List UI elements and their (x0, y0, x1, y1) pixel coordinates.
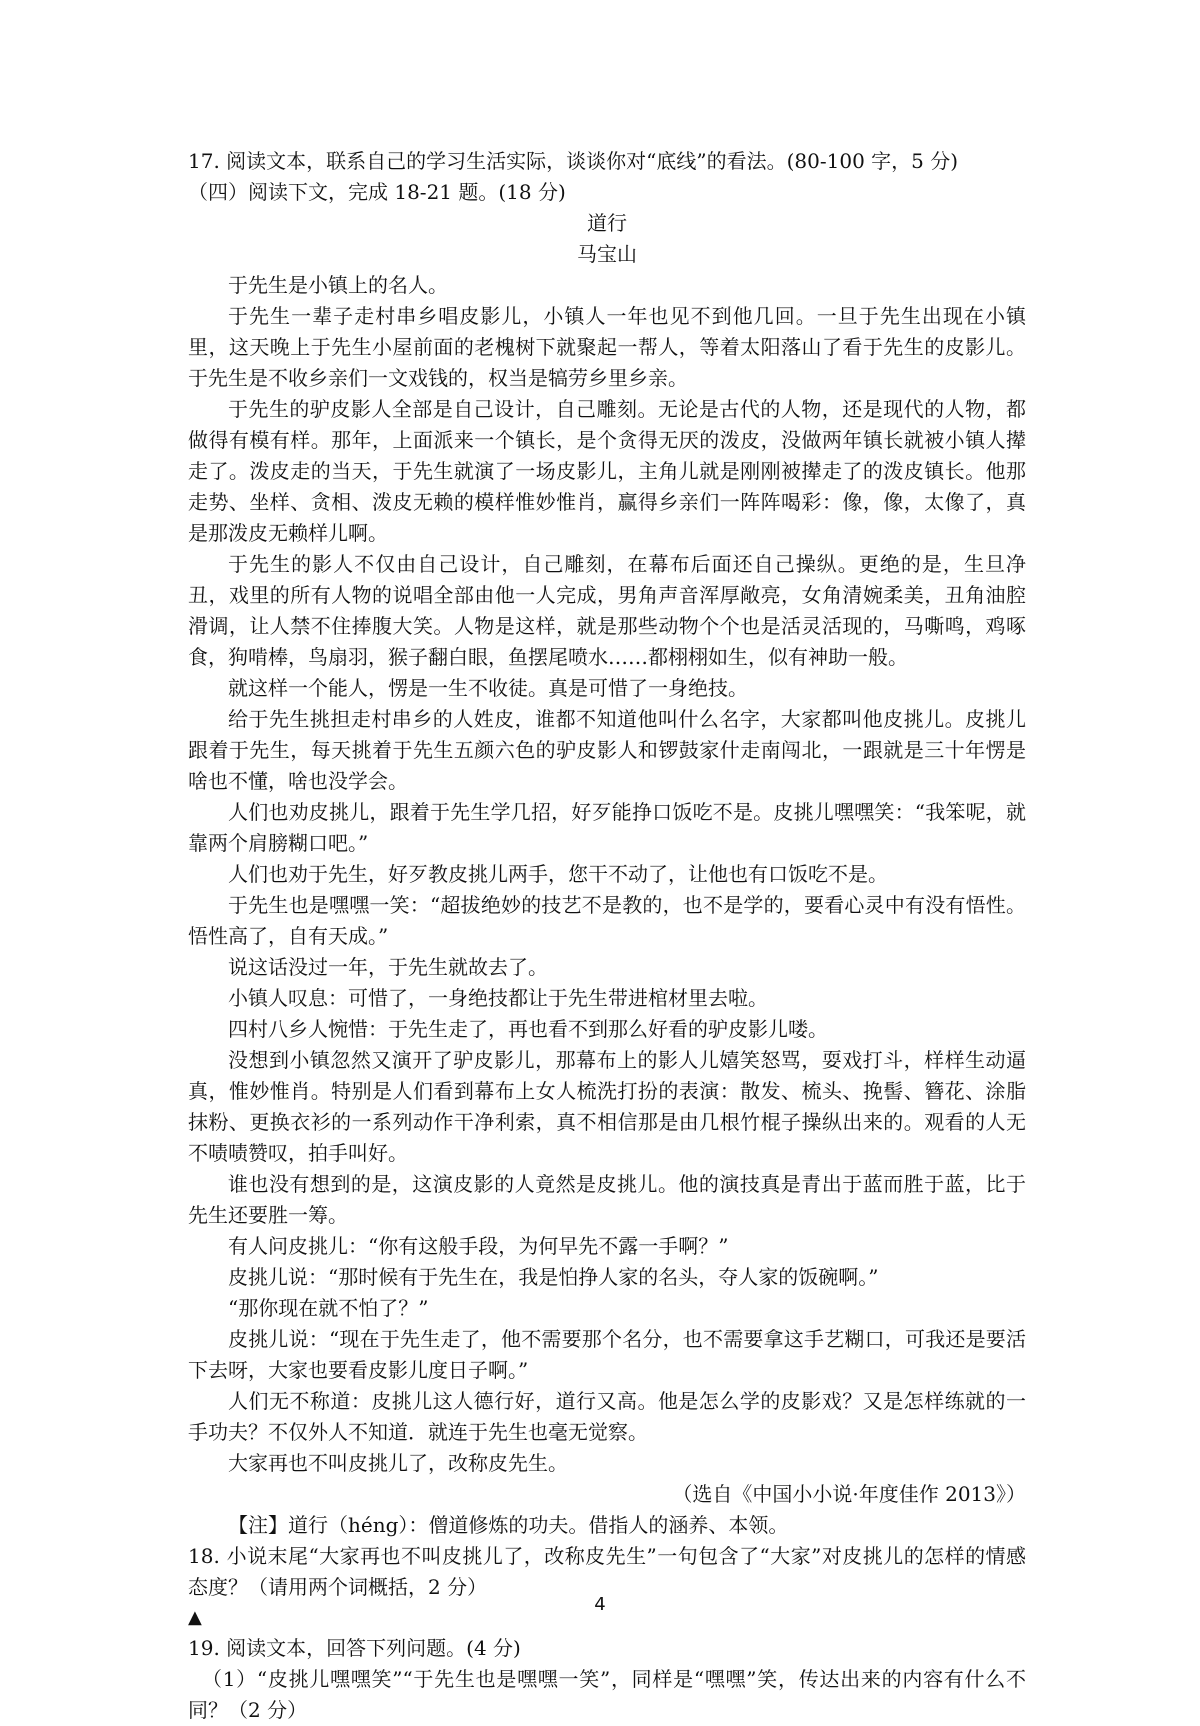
paragraph: 皮挑儿说：“现在于先生走了，他不需要那个名分，也不需要拿这手艺糊口，可我还是要活下去呀，大家也要看皮影儿度日子啊。” (188, 1327, 1026, 1382)
paragraph: 四村八乡人惋惜：于先生走了，再也看不到那么好看的驴皮影儿喽。 (228, 1017, 828, 1041)
paragraph: 于先生的驴皮影人全部是自己设计，自己雕刻。无论是古代的人物，还是现代的人物，都做得有模有样。那年，上面派来一个镇长，是个贪得无厌的泼皮，没做两年镇长就被小镇人撵走了。泼皮走的当天，于先生就演了一场皮影儿，主角儿就是刚刚被撵走了的泼皮镇长。他那走势、坐样、贪相、泼皮无赖的模样惟妙惟肖，赢得乡亲们一阵阵喝彩：像，像，太像了，真是那泼皮无赖样儿啊。 (188, 397, 1026, 545)
paragraph: 于先生也是嘿嘿一笑：“超拔绝妙的技艺不是教的，也不是学的，要看心灵中有没有悟性。悟性高了，自有天成。” (188, 893, 1026, 948)
paragraph: 于先生一辈子走村串乡唱皮影儿，小镇人一年也见不到他几回。一旦于先生出现在小镇里，这天晚上于先生小屋前面的老槐树下就聚起一帮人，等着太阳落山了看于先生的皮影儿。于先生是不收乡亲们一文戏钱的，权当是犒劳乡里乡亲。 (188, 304, 1026, 390)
source-citation: （选自《中国小小说·年度佳作 2013》） (672, 1482, 1026, 1506)
paragraph: 大家再也不叫皮挑儿了，改称皮先生。 (228, 1451, 568, 1475)
document-body (188, 146, 1026, 1726)
paragraph: 说这话没过一年，于先生就故去了。 (228, 955, 548, 979)
footnote: 【注】道行（héng）：僧道修炼的功夫。借指人的涵养、本领。 (228, 1513, 789, 1537)
paragraph: 皮挑儿说：“那时候有于先生在，我是怕挣人家的名头，夺人家的饭碗啊。” (228, 1265, 879, 1289)
question-17: 17. 阅读文本，联系自己的学习生活实际，谈谈你对“底线”的看法。(80-100 字，5 分) (188, 149, 959, 173)
paragraph: 小镇人叹息：可惜了，一身绝技都让于先生带进棺材里去啦。 (228, 986, 768, 1010)
section-4-heading: （四）阅读下文，完成 18-21 题。(18 分) (188, 180, 566, 204)
question-19: 19. 阅读文本，回答下列问题。(4 分) (188, 1636, 521, 1660)
paragraph: 有人问皮挑儿：“你有这般手段，为何早先不露一手啊？” (228, 1234, 729, 1258)
answer-mark: ▲ (188, 1607, 202, 1628)
paragraph: 人们也劝皮挑儿，跟着于先生学几招，好歹能挣口饭吃不是。皮挑儿嘿嘿笑：“我笨呢，就靠两个肩膀糊口吧。” (188, 800, 1026, 855)
paragraph: 给于先生挑担走村串乡的人姓皮，谁都不知道他叫什么名字，大家都叫他皮挑儿。皮挑儿跟着于先生，每天挑着于先生五颜六色的驴皮影人和锣鼓家什走南闯北，一跟就是三十年愣是啥也不懂，啥也没学会。 (188, 707, 1026, 793)
paragraph: 人们无不称道：皮挑儿这人德行好，道行又高。他是怎么学的皮影戏？又是怎样练就的一手功夫？不仅外人不知道．就连于先生也毫无觉察。 (188, 1389, 1026, 1444)
paragraph: 于先生的影人不仅由自己设计，自己雕刻，在幕布后面还自己操纵。更绝的是，生旦净丑，戏里的所有人物的说唱全部由他一人完成，男角声音浑厚敞亮，女角清婉柔美，丑角油腔滑调，让人禁不住捧腹大笑。人物是这样，就是那些动物个个也是活灵活现的，马嘶鸣，鸡啄食，狗啃棒，鸟扇羽，猴子翻白眼，鱼摆尾喷水……都栩栩如生，似有神助一般。 (188, 552, 1026, 669)
story-title: 道行 (587, 211, 627, 235)
paragraph: 于先生是小镇上的名人。 (228, 273, 448, 297)
paragraph: 就这样一个能人，愣是一生不收徒。真是可惜了一身绝技。 (228, 676, 748, 700)
question-18: 18. 小说末尾“大家再也不叫皮挑儿了，改称皮先生”一句包含了“大家”对皮挑儿的怎样的情感态度？（请用两个词概括，2 分） (188, 1544, 1026, 1599)
paragraph: 谁也没有想到的是，这演皮影的人竟然是皮挑儿。他的演技真是青出于蓝而胜于蓝，比于先生还要胜一筹。 (188, 1172, 1026, 1227)
paragraph: 人们也劝于先生，好歹教皮挑儿两手，您干不动了，让他也有口饭吃不是。 (228, 862, 888, 886)
page-number: 4 (594, 1594, 606, 1615)
paragraph: “那你现在就不怕了？” (228, 1296, 429, 1320)
question-19-part-1: （1）“皮挑儿嘿嘿笑”“于先生也是嘿嘿一笑”，同样是“嘿嘿”笑，传达出来的内容有什么不同？（2 分） (188, 1667, 1026, 1722)
story-author: 马宝山 (577, 242, 637, 266)
paragraph: 没想到小镇忽然又演开了驴皮影儿，那幕布上的影人儿嬉笑怒骂，耍戏打斗，样样生动逼真，惟妙惟肖。特别是人们看到幕布上女人梳洗打扮的表演：散发、梳头、挽髻、簪花、涂脂抹粉、更换衣衫的一系列动作干净利索，真不相信那是由几根竹棍子操纵出来的。观看的人无不啧啧赞叹，拍手叫好。 (188, 1048, 1026, 1165)
